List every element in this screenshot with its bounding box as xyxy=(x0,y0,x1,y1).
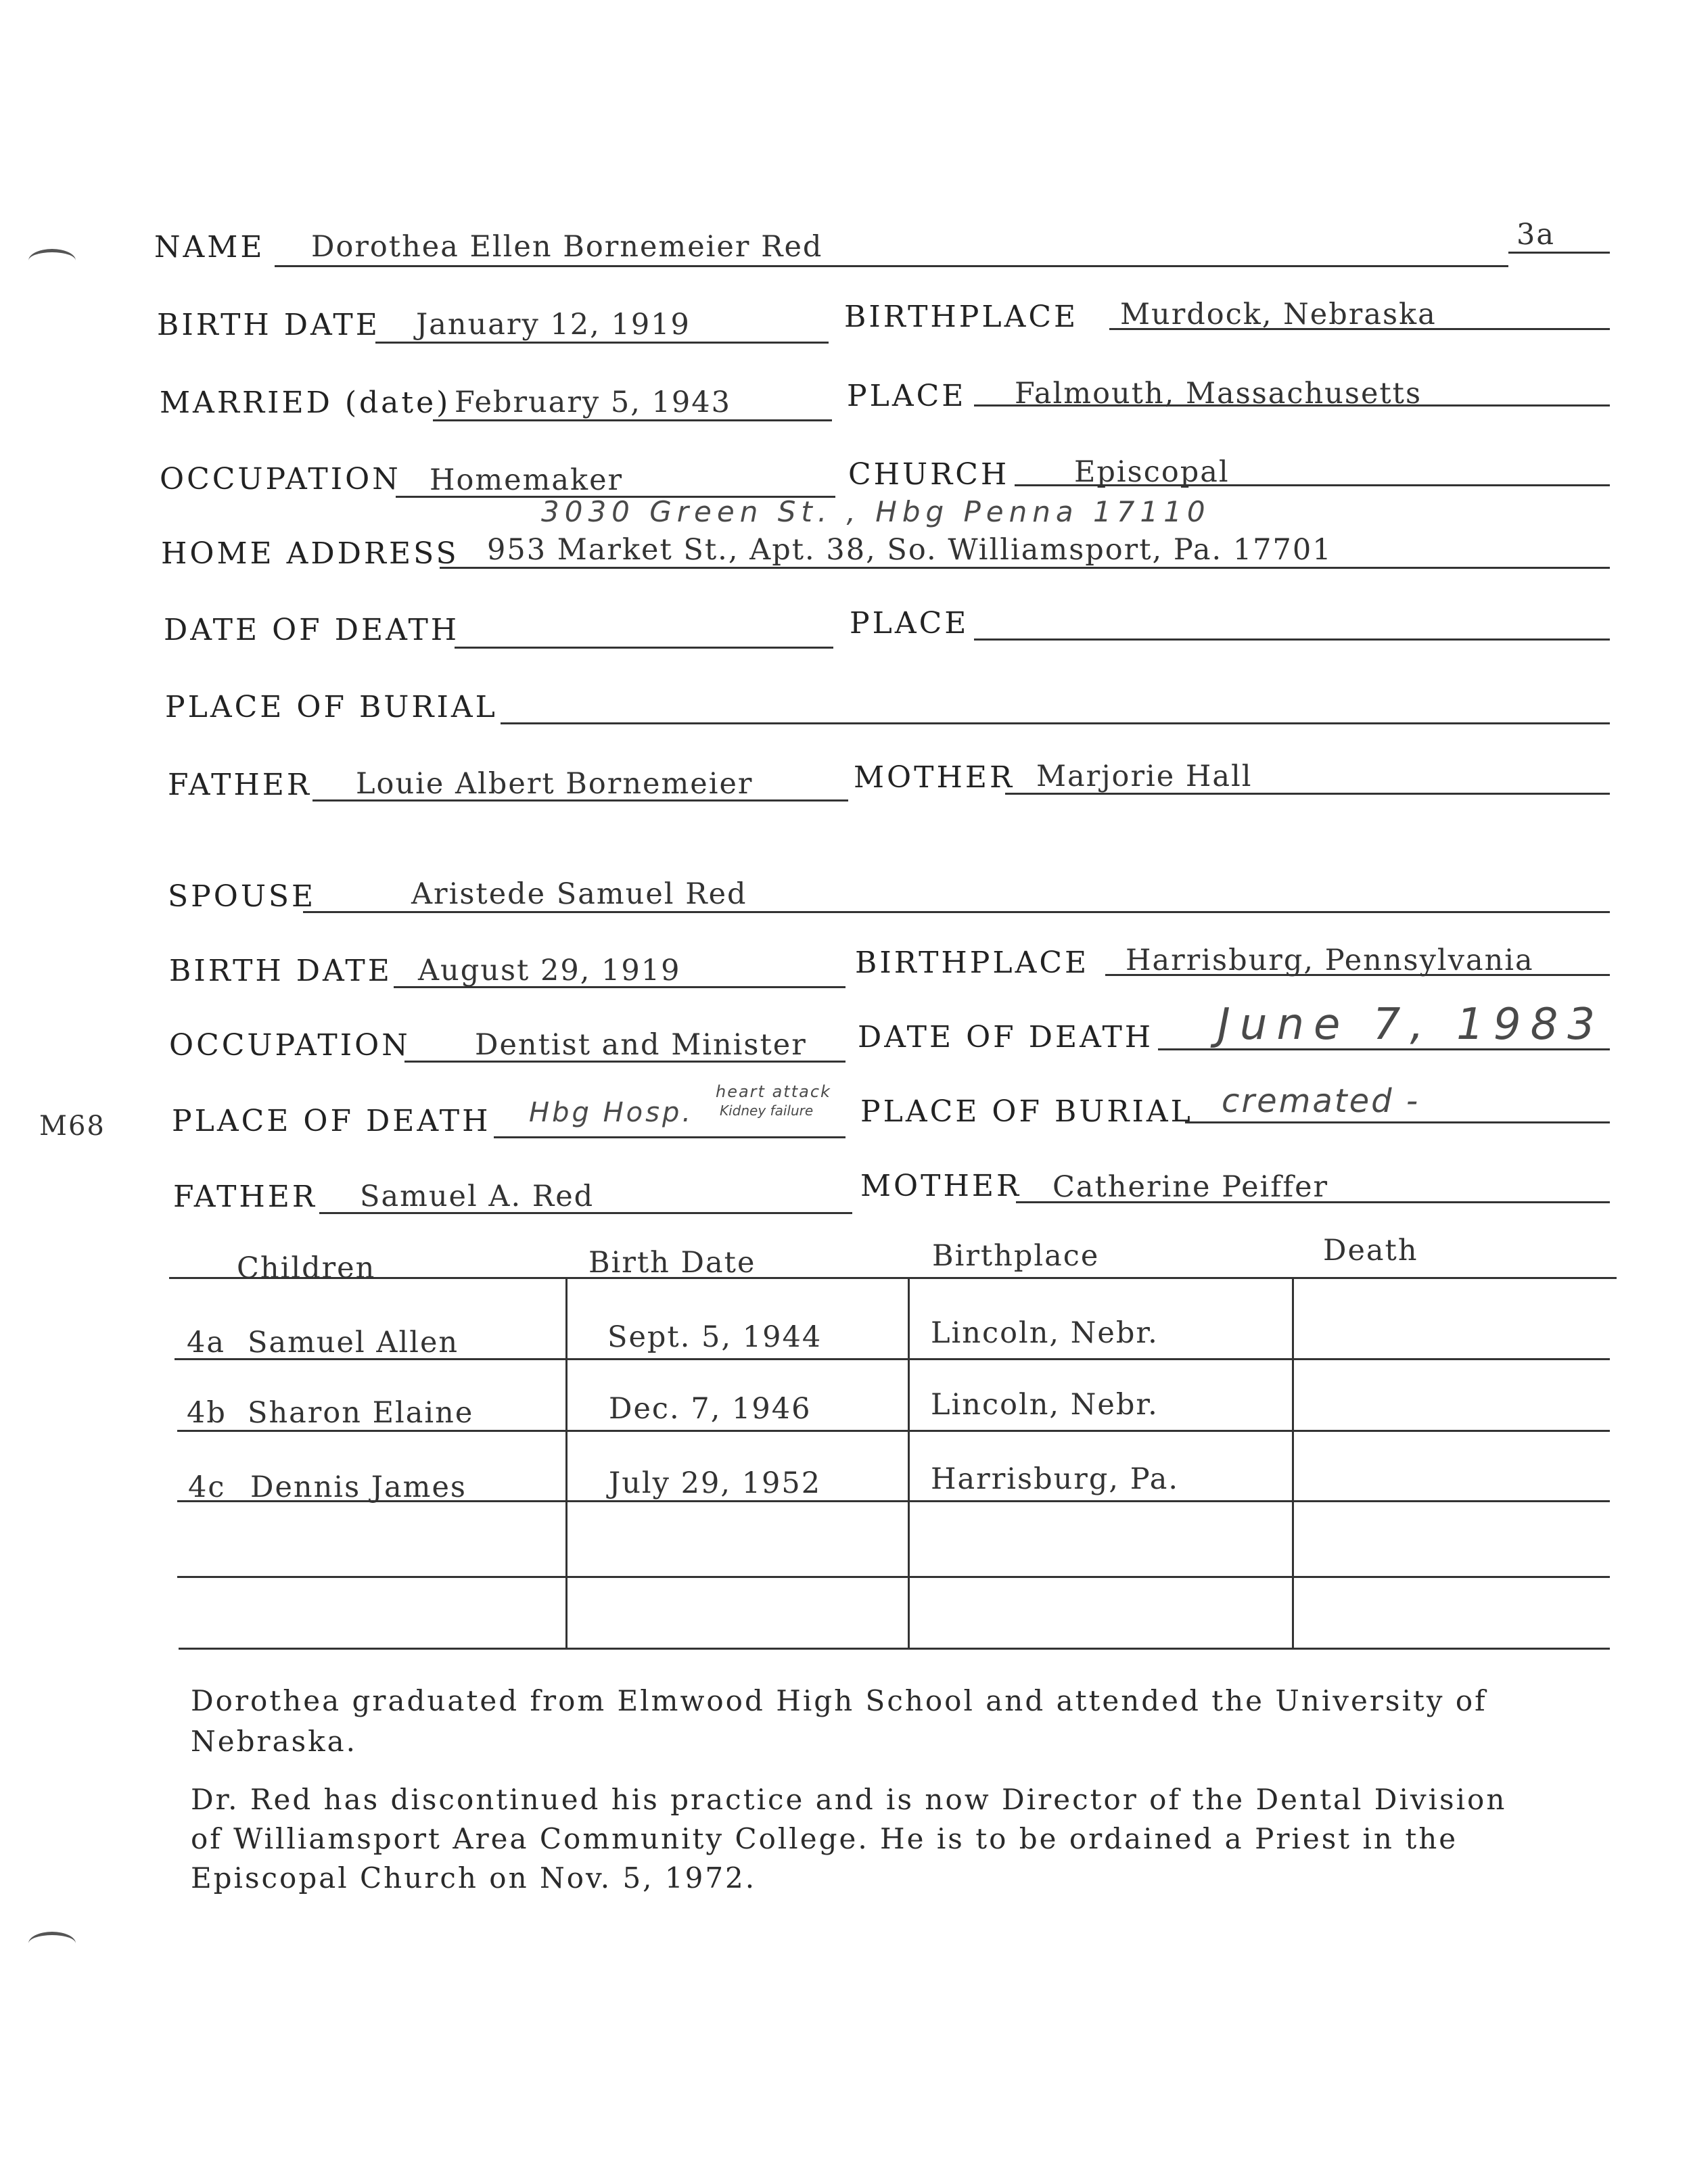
table-row-line xyxy=(175,1358,1610,1360)
spouse-birth-date-label: BIRTH DATE xyxy=(169,954,392,988)
married-label: MARRIED (date) xyxy=(160,386,451,420)
mother-label: MOTHER xyxy=(854,760,1015,795)
date-of-death-label: DATE OF DEATH xyxy=(164,613,460,647)
child-name: Dennis James xyxy=(250,1470,467,1504)
table-divider-2 xyxy=(908,1277,910,1648)
place-of-burial-label: PLACE OF BURIAL xyxy=(165,690,498,724)
spouse-birthplace-label: BIRTHPLACE xyxy=(855,946,1090,980)
cause-of-death-line1: heart attack xyxy=(716,1082,831,1101)
child-birth-date: July 29, 1952 xyxy=(609,1466,822,1500)
binder-hole-bottom xyxy=(28,1932,76,1955)
church-value: Episcopal xyxy=(1074,455,1230,489)
spouse-birth-date-value: August 29, 1919 xyxy=(418,954,681,988)
occupation-label: OCCUPATION xyxy=(160,462,401,496)
page-code-line xyxy=(1508,252,1610,254)
table-row-line xyxy=(177,1500,1610,1502)
header-birth-date: Birth Date xyxy=(588,1246,756,1280)
child-code: 4b xyxy=(187,1396,227,1430)
spouse-label: SPOUSE xyxy=(168,879,317,914)
note-p2-line2: of Williamsport Area Community College. He is to be ordained a Priest in the xyxy=(191,1822,1458,1855)
spouse-place-of-death-label: PLACE OF DEATH xyxy=(172,1104,491,1138)
spouse-father-value: Samuel A. Red xyxy=(360,1180,595,1213)
spouse-occupation-value: Dentist and Minister xyxy=(475,1028,807,1062)
spouse-place-of-burial-handwritten: cremated - xyxy=(1222,1082,1420,1120)
table-bottom-line xyxy=(179,1648,1610,1650)
spouse-place-of-burial-line xyxy=(1185,1121,1610,1123)
note-p1-line2: Nebraska. xyxy=(191,1725,358,1758)
married-place-value: Falmouth, Massachusetts xyxy=(1015,377,1422,411)
birth-date-value: January 12, 1919 xyxy=(416,308,691,342)
header-death: Death xyxy=(1323,1234,1418,1268)
birth-date-label: BIRTH DATE xyxy=(157,308,380,342)
header-children: Children xyxy=(237,1251,376,1285)
mother-value: Marjorie Hall xyxy=(1036,760,1253,793)
birthplace-value: Murdock, Nebraska xyxy=(1120,298,1437,331)
margin-code: M68 xyxy=(39,1111,106,1142)
spouse-mother-value: Catherine Peiffer xyxy=(1052,1170,1329,1204)
note-p1-line1: Dorothea graduated from Elmwood High School and attended the University of xyxy=(191,1684,1487,1717)
handwritten-new-address: 3030 Green St. , Hbg Penna 17110 xyxy=(541,495,1211,528)
spouse-date-of-death-label: DATE OF DEATH xyxy=(858,1020,1154,1054)
child-code: 4c xyxy=(188,1470,226,1504)
name-line xyxy=(275,265,1508,267)
place-of-burial-line xyxy=(501,722,1610,724)
page-code: 3a xyxy=(1516,218,1555,252)
cause-of-death-line2: Kidney failure xyxy=(720,1102,814,1119)
child-code: 4a xyxy=(187,1326,225,1360)
spouse-place-of-death-handwritten: Hbg Hosp. xyxy=(529,1097,694,1128)
married-line xyxy=(433,419,832,421)
child-birth-date: Dec. 7, 1946 xyxy=(609,1392,812,1426)
name-label: NAME xyxy=(154,230,265,264)
father-value: Louie Albert Bornemeier xyxy=(356,767,754,801)
home-address-label: HOME ADDRESS xyxy=(161,536,459,571)
note-p2-line1: Dr. Red has discontinued his practice and is now Director of the Dental Division xyxy=(191,1783,1507,1816)
name-value: Dorothea Ellen Bornemeier Red xyxy=(311,230,823,264)
note-p2-line3: Episcopal Church on Nov. 5, 1972. xyxy=(191,1861,757,1895)
child-birth-date: Sept. 5, 1944 xyxy=(607,1320,823,1354)
church-label: CHURCH xyxy=(848,457,1010,492)
child-birthplace: Lincoln, Nebr. xyxy=(931,1388,1159,1422)
table-divider-1 xyxy=(565,1277,567,1648)
spouse-line xyxy=(303,911,1610,913)
birthplace-label: BIRTHPLACE xyxy=(844,300,1079,334)
table-header-line xyxy=(169,1277,1617,1279)
home-address-value: 953 Market St., Apt. 38, So. Williamsport, Pa. 17701 xyxy=(487,533,1333,567)
occupation-value: Homemaker xyxy=(430,463,624,497)
spouse-name-value: Aristede Samuel Red xyxy=(411,877,747,911)
date-of-death-line xyxy=(455,647,833,649)
birth-date-line xyxy=(375,342,829,344)
death-place-line xyxy=(974,638,1610,641)
death-place-label: PLACE xyxy=(850,606,969,641)
spouse-date-of-death-handwritten: June 7, 1983 xyxy=(1218,1000,1604,1050)
married-place-label: PLACE xyxy=(847,379,967,413)
binder-hole-top xyxy=(28,249,76,273)
father-label: FATHER xyxy=(168,768,312,802)
child-birthplace: Harrisburg, Pa. xyxy=(931,1462,1180,1496)
spouse-occupation-label: OCCUPATION xyxy=(169,1028,411,1063)
spouse-place-of-death-line xyxy=(494,1136,846,1138)
table-divider-3 xyxy=(1292,1277,1294,1648)
table-row-line xyxy=(177,1430,1610,1432)
child-birthplace: Lincoln, Nebr. xyxy=(931,1316,1159,1350)
spouse-birthplace-value: Harrisburg, Pennsylvania xyxy=(1126,944,1534,977)
spouse-place-of-burial-label: PLACE OF BURIAL xyxy=(860,1094,1193,1129)
child-name: Samuel Allen xyxy=(248,1326,459,1360)
header-birthplace: Birthplace xyxy=(932,1239,1100,1273)
child-name: Sharon Elaine xyxy=(248,1396,474,1430)
table-row-line xyxy=(177,1576,1610,1578)
married-date-value: February 5, 1943 xyxy=(455,386,731,419)
spouse-father-label: FATHER xyxy=(173,1180,318,1214)
spouse-mother-label: MOTHER xyxy=(860,1169,1022,1203)
home-address-line xyxy=(440,567,1610,569)
